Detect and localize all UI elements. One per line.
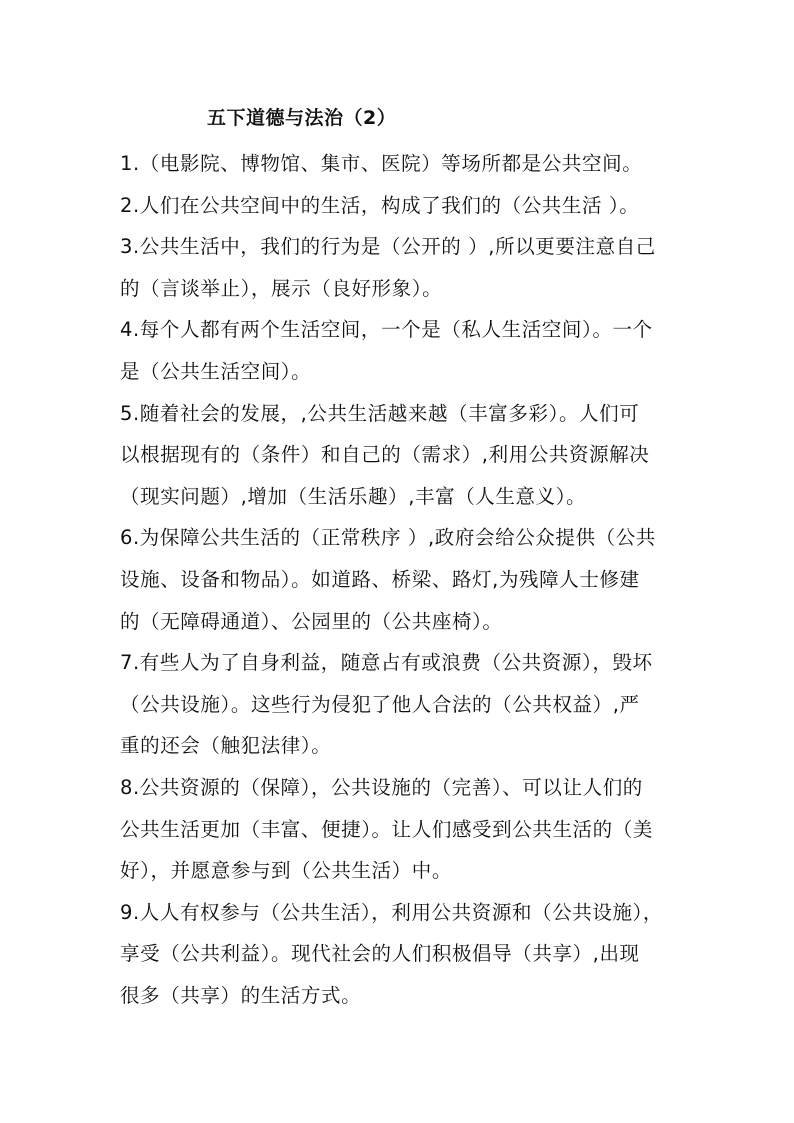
document-title: 五下道德与法治（2） [207, 107, 397, 129]
text-line: 是（公共生活空间）。 [120, 359, 312, 383]
text-line: 的（言谈举止），展示（良好形象）。 [120, 276, 443, 300]
text-line: 6.为保障公共生活的（正常秩序 ）,政府会给公众提供（公共 [120, 526, 656, 550]
text-line: 好），并愿意参与到（公共生活）中。 [120, 859, 452, 883]
text-line: 7.有些人为了自身利益，随意占有或浪费（公共资源），毁坏 [120, 651, 653, 675]
text-line: 的（无障碍通道）、公园里的（公共座椅）。 [120, 609, 503, 633]
text-line: 设施、设备和物品）。如道路、桥梁、路灯,为残障人士修建 [120, 567, 640, 591]
text-line: 9.人人有权参与（公共生活），利用公共资源和（公共设施）， [120, 900, 664, 924]
text-line: 8.公共资源的（保障），公共设施的（完善）、可以让人们的 [120, 775, 643, 799]
text-line: 5.随着社会的发展，,公共生活越来越（丰富多彩）。人们可 [120, 401, 640, 425]
text-line: 1.（电影院、博物馆、集市、医院）等场所都是公共空间。 [120, 152, 643, 175]
text-line: （现实问题）,增加（生活乐趣）,丰富（人生意义）。 [120, 484, 587, 508]
text-line: （公共设施）。这些行为侵犯了他人合法的（公共权益）,严 [120, 692, 640, 716]
text-line: 4.每个人都有两个生活空间，一个是（私人生活空间）。一个 [120, 318, 653, 342]
document-body [120, 143, 680, 1016]
text-line: 很多（共享）的生活方式。 [120, 983, 362, 1007]
text-line: 重的还会（触犯法律）。 [120, 734, 332, 758]
text-line: 3.公共生活中，我们的行为是（公开的 ）,所以更要注意自己 [120, 235, 656, 259]
text-line: 享受（公共利益）。现代社会的人们积极倡导（共享）,出现 [120, 942, 640, 966]
text-line: 以根据现有的（条件）和自己的（需求）,利用公共资源解决 [120, 443, 650, 467]
text-line: 公共生活更加（丰富、便捷）。让人们感受到公共生活的（美 [120, 817, 653, 841]
text-line: 2.人们在公共空间中的生活，构成了我们的（公共生活 ）。 [120, 193, 640, 217]
